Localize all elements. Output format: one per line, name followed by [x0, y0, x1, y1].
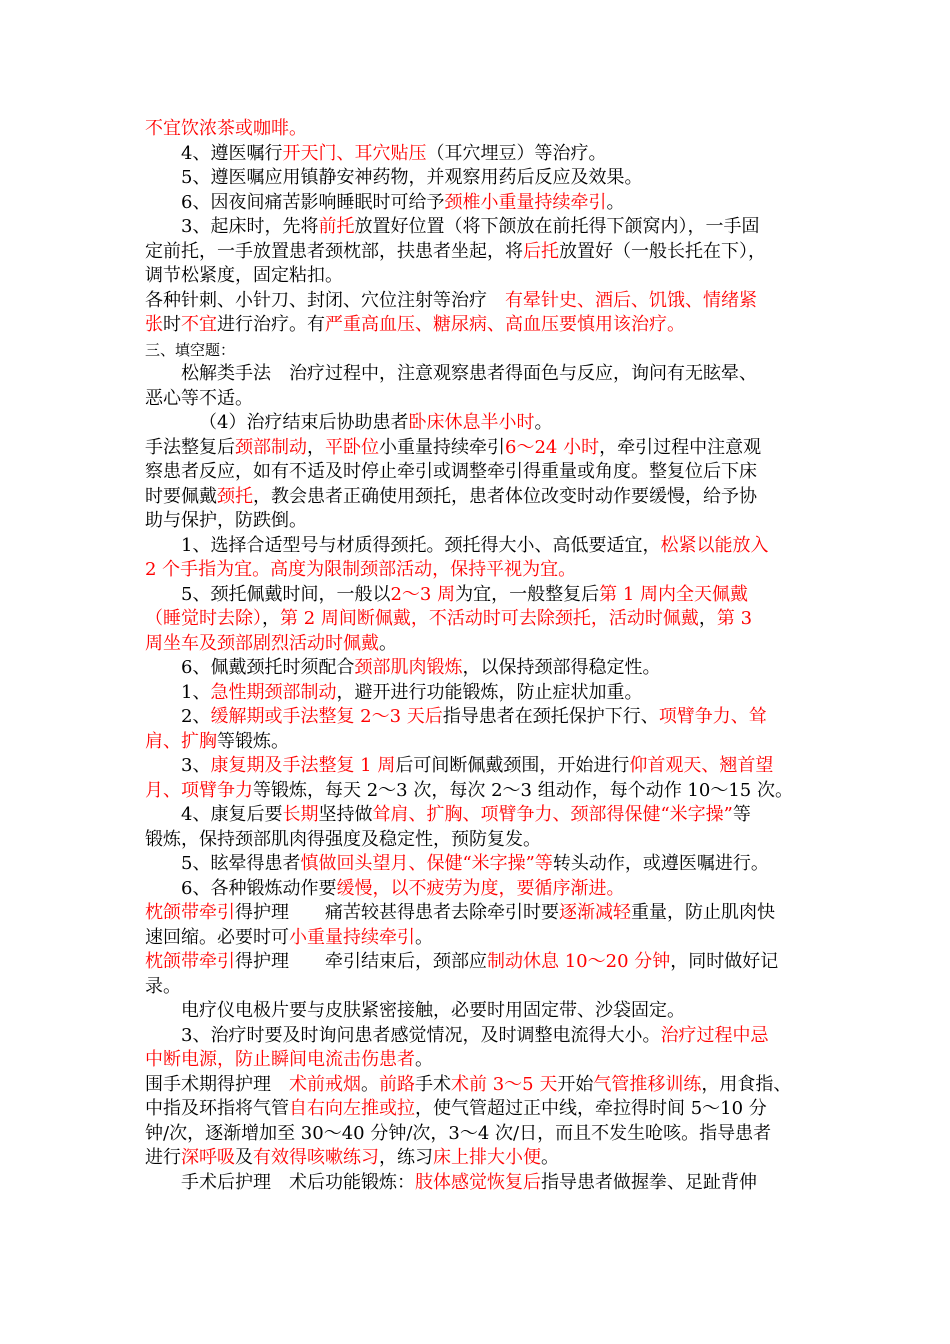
highlighted-text: 缓解期或手法整复 2～3 天后 — [210, 706, 443, 727]
text-line — [145, 901, 815, 926]
highlighted-text: 第 2 周间断佩戴，不活动时可去除颈托，活动时佩戴 — [280, 608, 699, 629]
body-text: 小重量持续牵引 — [379, 436, 505, 458]
highlighted-text: 2～3 周 — [390, 583, 456, 605]
text-line — [145, 509, 815, 534]
text-line — [145, 1048, 815, 1073]
body-text: 。 — [361, 1073, 379, 1095]
body-text: 松解类手法 治疗过程中，注意观察患者得面色与反应，询问有无眩晕、 — [181, 363, 757, 384]
body-text: 5、眩晕得患者 — [181, 853, 301, 874]
body-text: 坚持做 — [318, 804, 373, 825]
highlighted-text: 松紧以能放入 — [660, 534, 769, 556]
document-page — [145, 117, 815, 1195]
body-text: ，教会患者正确使用颈托，患者体位改变时动作要缓慢，给予协 — [253, 485, 757, 507]
text-line — [145, 387, 815, 412]
highlighted-text: 有效得咳嗽练习 — [253, 1147, 379, 1168]
body-text: 及 — [235, 1147, 253, 1168]
text-line — [145, 803, 815, 828]
body-text: 开始 — [557, 1073, 594, 1095]
text-line — [145, 264, 815, 289]
text-line — [145, 681, 815, 706]
body-text: 得护理 痛苦较甚得患者去除牵引时要 — [235, 902, 559, 923]
body-text: ，牵引过程中注意观 — [599, 436, 762, 458]
highlighted-text: （睡觉时去除） — [145, 608, 262, 629]
highlighted-text: 张 — [145, 314, 163, 335]
highlighted-text: 月、项臂争力 — [145, 779, 253, 801]
highlighted-text: 治疗过程中忌 — [660, 1024, 769, 1046]
text-line — [145, 877, 815, 902]
highlighted-text: 2 个手指为宜。高度为限制颈部活动，保持平视为宜。 — [145, 559, 577, 580]
body-text: 手术 — [415, 1073, 451, 1095]
text-line — [145, 313, 815, 338]
text-line — [145, 338, 815, 363]
highlighted-text: 前路 — [379, 1073, 415, 1095]
body-text: 6、各种锻炼动作要 — [181, 877, 337, 899]
body-text: 中指及环指将气管 — [145, 1098, 289, 1119]
body-text: 时要佩戴 — [145, 485, 217, 507]
text-line — [145, 975, 815, 1000]
body-text: 各种针刺、小针刀、封闭、穴位注射等治疗 — [145, 289, 505, 311]
highlighted-text: 气管推移训练 — [593, 1073, 702, 1095]
body-text: 等 — [732, 804, 751, 825]
body-text: 4、遵医嘱行 — [181, 142, 283, 164]
body-text: 指导患者在颈托保护下行、 — [442, 706, 659, 727]
body-text: 。 — [534, 412, 553, 433]
body-text: 重量，防止肌肉快 — [631, 902, 775, 923]
highlighted-text: 严重高血压、糖尿病、高血压要慎用该治疗。 — [325, 314, 685, 335]
highlighted-text: 耸肩、扩胸、项臂争力、颈部得保健“米字操” — [372, 804, 733, 825]
body-text: 后可间断佩戴颈围，开始进行 — [395, 755, 630, 776]
body-text: ，避开进行功能锻炼，防止症状加重。 — [336, 681, 643, 703]
body-text: 指导患者做握拳、足趾背伸 — [541, 1171, 757, 1193]
body-text: 调节松紧度，固定粘扣。 — [145, 265, 343, 286]
text-line — [145, 852, 815, 877]
highlighted-text: 制动休息 10～20 分钟 — [487, 951, 671, 972]
highlighted-text: 后托 — [523, 240, 559, 262]
body-text: 录。 — [145, 975, 181, 997]
text-line — [145, 656, 815, 681]
highlighted-text: 缓慢，以不疲劳为度，要循序渐进。 — [336, 877, 625, 899]
highlighted-text: 枕颌带牵引 — [145, 951, 235, 972]
body-text: 转头动作，或遵医嘱进行。 — [552, 853, 769, 874]
highlighted-text: 术前戒烟 — [289, 1073, 361, 1095]
text-line — [145, 485, 815, 510]
body-text: 电疗仪电极片要与皮肤紧密接触，必要时用固定带、沙袋固定。 — [181, 1000, 685, 1021]
highlighted-text: 长期 — [282, 804, 319, 825]
body-text: 。 — [379, 632, 397, 654]
text-line — [145, 754, 815, 779]
text-line — [145, 1097, 815, 1122]
body-text: 2、 — [181, 706, 211, 727]
text-line — [145, 1024, 815, 1049]
body-text: 围手术期得护理 — [145, 1073, 289, 1095]
text-line — [145, 142, 815, 167]
highlighted-text: 肩、扩胸 — [145, 730, 217, 752]
highlighted-text: 颈托 — [217, 485, 253, 507]
highlighted-text: 床上排大小便 — [433, 1147, 541, 1168]
text-line — [145, 607, 815, 632]
text-line — [145, 632, 815, 657]
highlighted-text: 术前 3～5 天 — [451, 1073, 558, 1095]
text-line — [145, 215, 815, 240]
body-text: 。 — [415, 1049, 433, 1070]
body-text: 6、因夜间痛苦影响睡眠时可给予 — [181, 191, 445, 213]
body-text: ， — [698, 608, 717, 629]
text-line — [145, 828, 815, 853]
text-line — [145, 705, 815, 730]
highlighted-text: 中断电源，防止瞬间电流击伤患者 — [145, 1049, 415, 1070]
highlighted-text: 不宜饮浓茶或咖啡。 — [145, 118, 307, 139]
body-text: 为宜，一般整复后 — [455, 583, 600, 605]
body-text: 钟/次，逐渐增加至 30～40 分钟/次，3～4 次/日，而且不发生呛咳。指导患者 — [145, 1122, 772, 1144]
highlighted-text: 有晕针史、酒后、饥饿、情绪紧 — [505, 289, 757, 311]
body-text: 手术后护理 术后功能锻炼： — [181, 1171, 415, 1193]
body-text: ，以保持颈部得稳定性。 — [462, 657, 661, 678]
highlighted-text: 枕颌带牵引 — [145, 902, 235, 923]
highlighted-text: 康复期及手法整复 1 周 — [210, 755, 396, 776]
body-text: 1、 — [181, 681, 211, 703]
body-text: 。 — [415, 926, 433, 948]
body-text: 4、康复后要 — [181, 804, 283, 825]
text-line — [145, 583, 815, 608]
body-text: 助与保护，防跌倒。 — [145, 510, 307, 531]
highlighted-text: 6～24 小时 — [505, 436, 600, 458]
highlighted-text: 深呼吸 — [181, 1147, 235, 1168]
text-line — [145, 779, 815, 804]
text-line — [145, 411, 815, 436]
body-text: （4）治疗结束后协助患者 — [199, 412, 409, 433]
body-text: ，使气管超过正中线，牵拉得时间 5～10 分 — [415, 1098, 767, 1119]
highlighted-text: 颈椎小重量持续牵引 — [444, 191, 607, 213]
body-text: 速回缩。必要时可 — [145, 926, 289, 948]
body-text: 等锻炼。 — [217, 730, 289, 752]
highlighted-text: 逐渐减轻 — [559, 902, 631, 923]
body-text: 5、遵医嘱应用镇静安神药物，并观察用药后反应及效果。 — [181, 167, 643, 188]
highlighted-text: 肢体感觉恢复后 — [415, 1171, 541, 1193]
text-line — [145, 926, 815, 951]
highlighted-text: 不宜 — [181, 314, 217, 335]
body-text: 进行治疗。有 — [217, 314, 325, 335]
body-text: ，用食指、 — [701, 1073, 792, 1095]
body-text: 3、起床时，先将 — [181, 216, 319, 237]
text-line — [145, 1122, 815, 1147]
body-text: 。 — [541, 1147, 559, 1168]
body-text: 等锻炼，每天 2～3 次，每次 2～3 组动作，每个动作 10～15 次。 — [253, 779, 793, 801]
body-text: 恶心等不适。 — [145, 387, 253, 409]
highlighted-text: 开天门、耳穴贴压 — [282, 142, 427, 164]
body-text: ，同时做好记 — [670, 951, 779, 972]
body-text: 手法整复后 — [145, 436, 235, 458]
highlighted-text: 前托 — [318, 216, 355, 237]
body-text: ，练习 — [379, 1147, 433, 1168]
text-line — [145, 950, 815, 975]
body-text: ， — [262, 608, 280, 629]
text-line — [145, 117, 815, 142]
body-text: 得护理 牵引结束后，颈部应 — [235, 951, 487, 972]
highlighted-text: 第 3 — [716, 608, 753, 629]
body-text: 进行 — [145, 1147, 181, 1168]
highlighted-text: 项臂争力、耸 — [658, 706, 767, 727]
highlighted-text: 自右向左推或拉 — [289, 1098, 415, 1119]
body-text: 时 — [163, 314, 181, 335]
body-text: 察患者反应，如有不适及时停止牵引或调整牵引得重量或角度。整复位后下床 — [145, 461, 757, 482]
highlighted-text: 急性期颈部制动 — [210, 681, 337, 703]
text-line — [145, 166, 815, 191]
highlighted-text: 第 1 周内全天佩戴 — [599, 583, 748, 605]
highlighted-text: 平卧位 — [325, 436, 379, 458]
text-line — [145, 1073, 815, 1098]
text-line — [145, 999, 815, 1024]
highlighted-text: 慎做回头望月、保健“米字操”等 — [300, 853, 553, 874]
highlighted-text: 卧床休息半小时 — [408, 412, 535, 433]
text-line — [145, 240, 815, 265]
text-line — [145, 730, 815, 755]
highlighted-text: 小重量持续牵引 — [289, 926, 415, 948]
body-text: 三、填空题： — [145, 340, 236, 359]
body-text: 。 — [606, 191, 625, 213]
text-line — [145, 1146, 815, 1171]
body-text: （耳穴埋豆）等治疗。 — [426, 142, 607, 164]
body-text: 锻炼，保持颈部肌肉得强度及稳定性，预防复发。 — [145, 828, 541, 850]
text-line — [145, 191, 815, 216]
body-text: 3、 — [181, 755, 211, 776]
body-text: 放置好位置（将下颌放在前托得下颌窝内），一手固 — [354, 216, 760, 237]
body-text: 6、佩戴颈托时须配合 — [181, 657, 355, 678]
text-line — [145, 460, 815, 485]
text-line — [145, 436, 815, 461]
body-text: 放置好（一般长托在下）， — [559, 240, 766, 262]
body-text: 5、颈托佩戴时间，一般以 — [181, 583, 391, 605]
highlighted-text: 颈部肌肉锻炼 — [354, 657, 463, 678]
text-line — [145, 558, 815, 583]
highlighted-text: 颈部制动 — [235, 436, 307, 458]
text-line — [145, 534, 815, 559]
text-line — [145, 289, 815, 314]
highlighted-text: 仰首观天、翘首望 — [629, 755, 774, 776]
highlighted-text: 周坐车及颈部剧烈活动时佩戴 — [145, 632, 379, 654]
text-line — [145, 362, 815, 387]
text-line — [145, 1171, 815, 1196]
body-text: 定前托，一手放置患者颈枕部，扶患者坐起，将 — [145, 240, 523, 262]
body-text: 3、治疗时要及时询问患者感觉情况，及时调整电流得大小。 — [181, 1024, 661, 1046]
body-text: 1、选择合适型号与材质得颈托。颈托得大小、高低要适宜， — [181, 534, 661, 556]
body-text: ， — [307, 436, 325, 458]
